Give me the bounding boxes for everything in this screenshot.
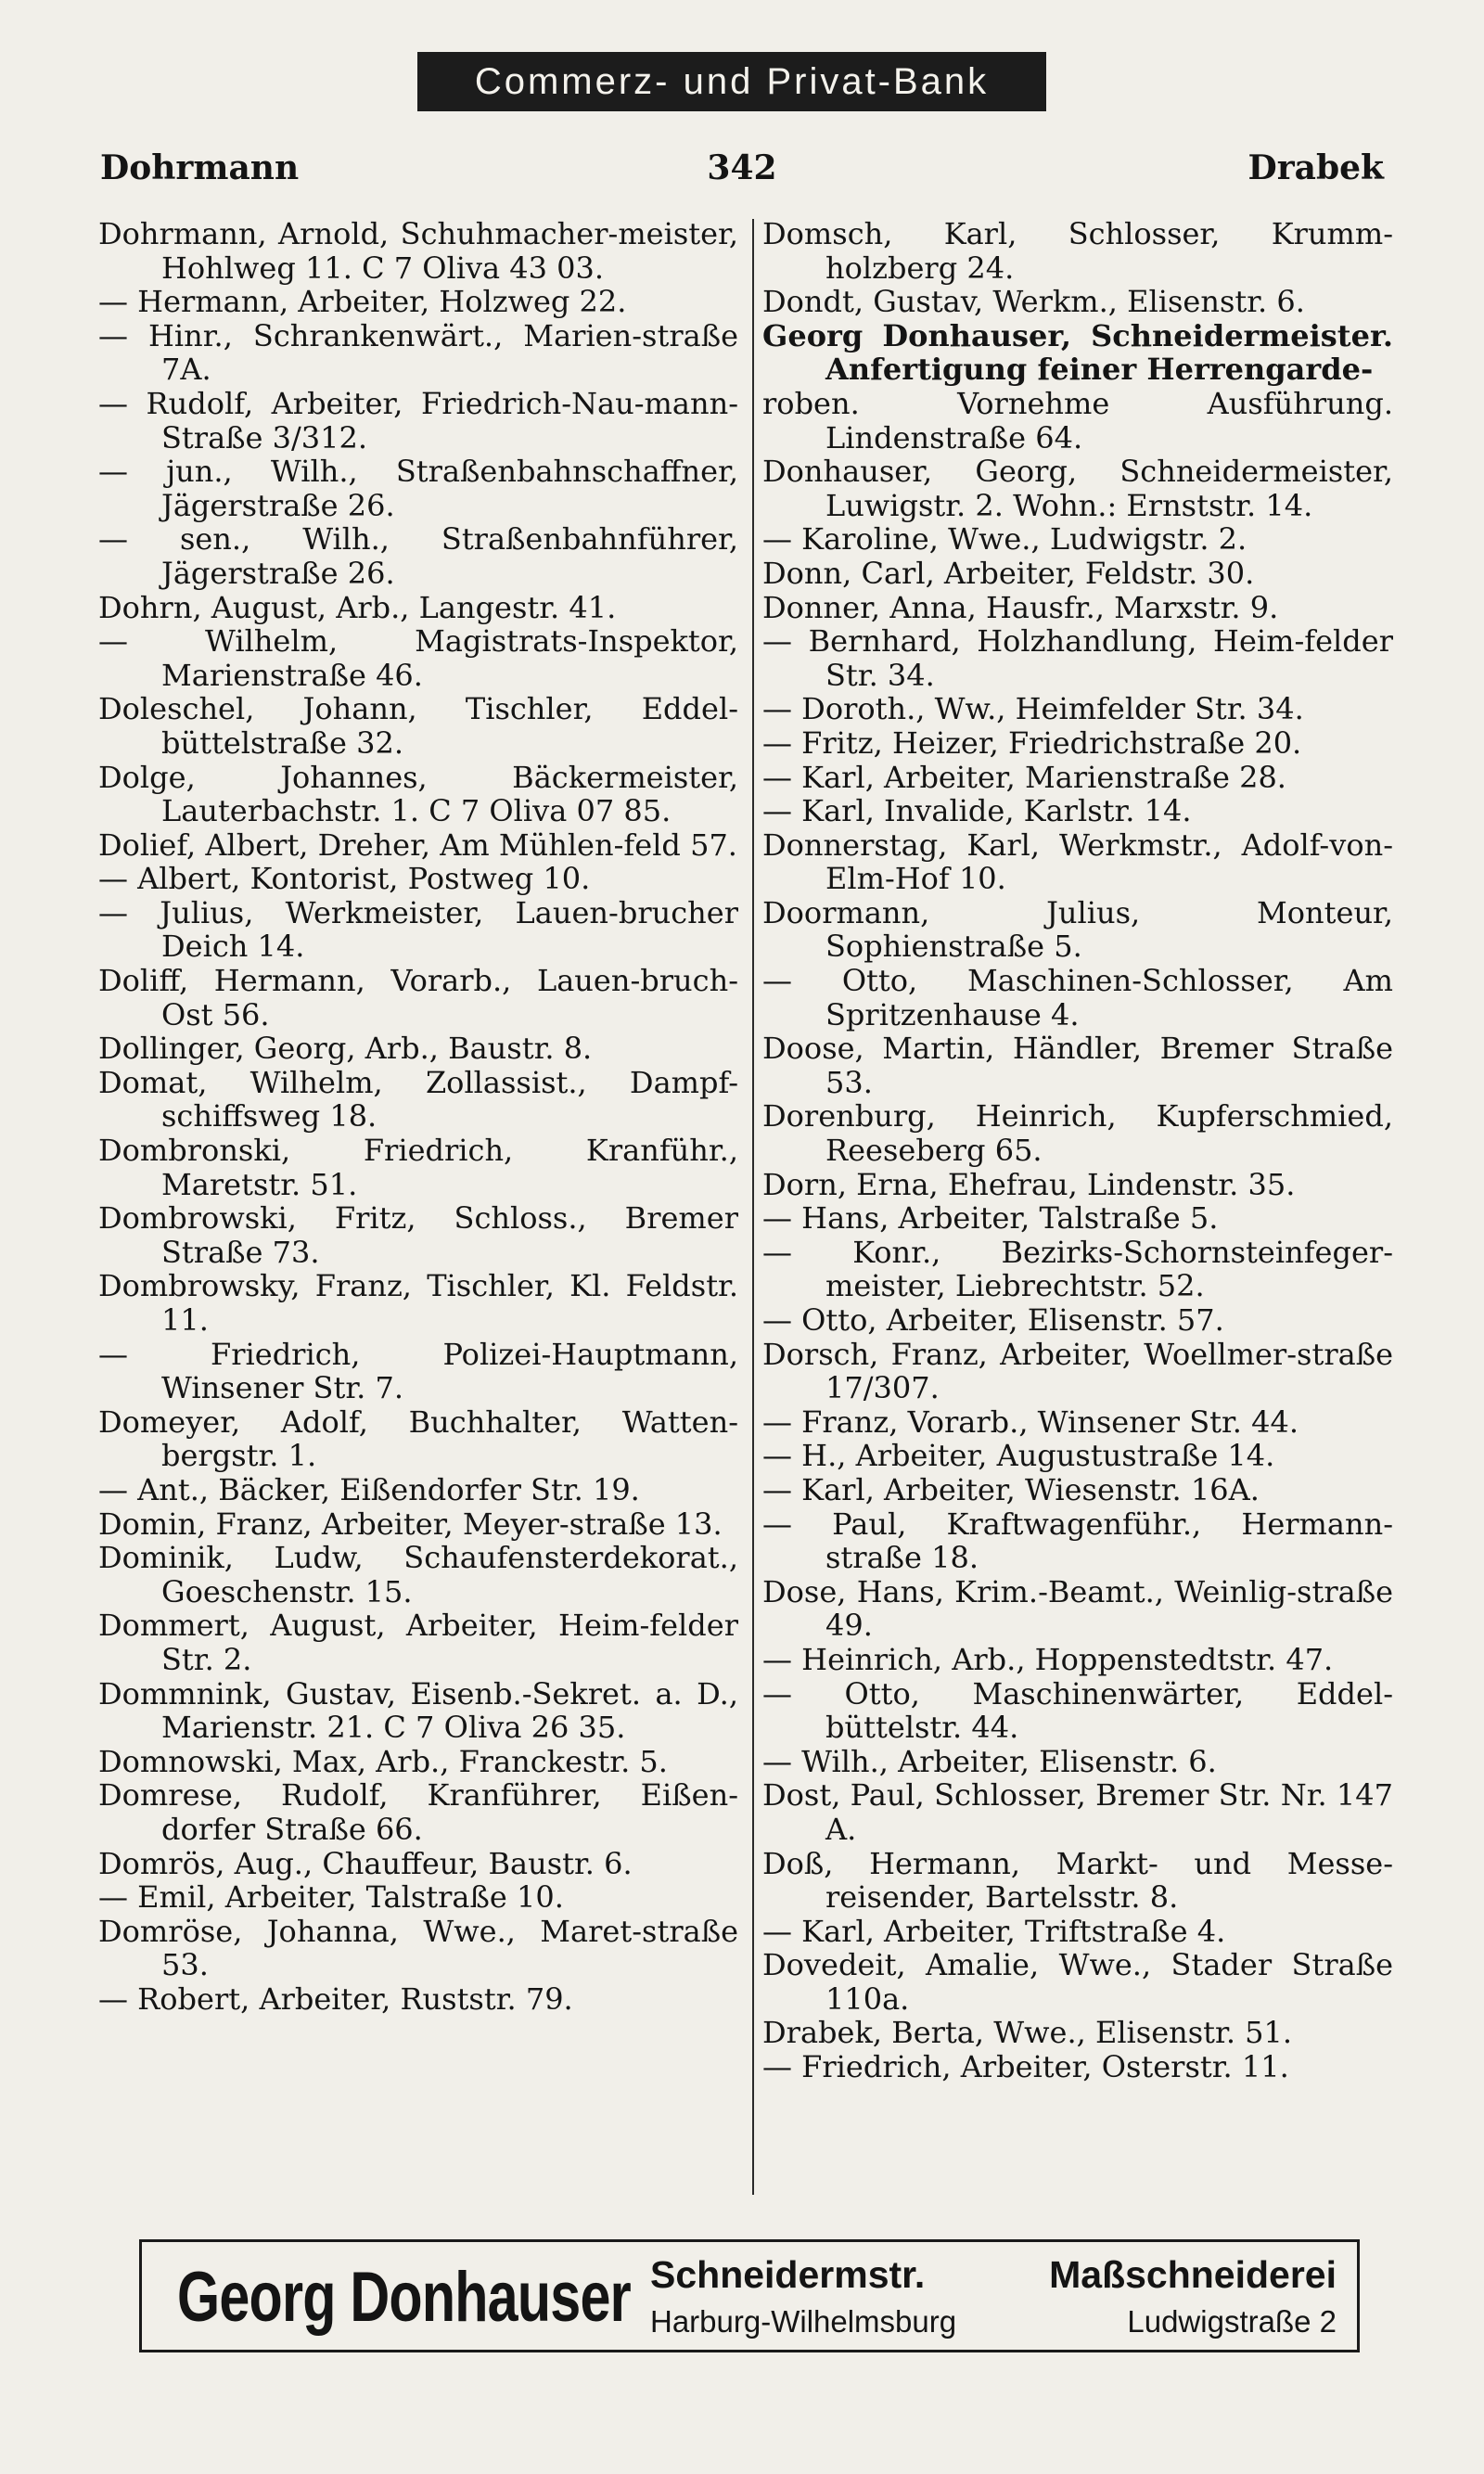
ad-profession: Schneidermstr.: [650, 2253, 926, 2296]
directory-entry: Domat, Wilhelm, Zollassist., Dampf-schiffsweg 18.: [98, 1064, 738, 1134]
ad-city: Harburg-Wilhelmsburg: [650, 2304, 957, 2339]
directory-entry: — Friedrich, Polizei-Hauptmann, Winsener Str. 7.: [98, 1336, 738, 1406]
directory-entry: Dombronski, Friedrich, Kranführ., Maretstr. 51.: [98, 1133, 738, 1202]
directory-entry: roben. Vornehme Ausführung. Lindenstraße 64.: [762, 385, 1393, 455]
directory-entry: Domröse, Johanna, Wwe., Maret-straße 53.: [98, 1913, 738, 1983]
directory-entry: — Karl, Invalide, Karlstr. 14.: [762, 793, 1192, 829]
directory-entry: — H., Arbeiter, Augustustraße 14.: [762, 1438, 1275, 1474]
directory-entry: — jun., Wilh., Straßenbahnschaffner, Jägerstraße 26.: [98, 454, 738, 523]
directory-entry: Domsch, Karl, Schlosser, Krumm-holzberg 24.: [762, 217, 1393, 286]
directory-entry: — Hans, Arbeiter, Talstraße 5.: [762, 1200, 1219, 1237]
directory-entry: — Fritz, Heizer, Friedrichstraße 20.: [762, 724, 1302, 761]
column-divider: [752, 219, 754, 2195]
directory-entry: — Hermann, Arbeiter, Holzweg 22.: [98, 284, 627, 320]
directory-entry: Domrese, Rudolf, Kranführer, Eißen-dorfer Straße 66.: [98, 1777, 738, 1847]
header-last-name: Drabek: [1247, 148, 1384, 187]
page-number: 342: [707, 148, 777, 187]
ad-street: Ludwigstraße 2: [1127, 2304, 1337, 2339]
directory-entry: Domin, Franz, Arbeiter, Meyer-straße 13.: [98, 1506, 723, 1542]
header-first-name: Dohrmann: [100, 148, 300, 187]
directory-entry: Georg Donhauser, Schneidermeister. Anfertigung feiner Herrengarde-: [762, 317, 1393, 388]
directory-entry: — Bernhard, Holzhandlung, Heim-felder Str. 34.: [762, 623, 1393, 693]
directory-entry: Doose, Martin, Händler, Bremer Straße 53.: [762, 1031, 1393, 1100]
directory-entry: Dondt, Gustav, Werkm., Elisenstr. 6.: [762, 284, 1305, 320]
directory-entry: — Julius, Werkmeister, Lauen-brucher Deich 14.: [98, 894, 738, 965]
directory-entry: — Karl, Arbeiter, Marienstraße 28.: [762, 759, 1286, 795]
page-header: [100, 148, 1384, 191]
directory-entry: — Otto, Arbeiter, Elisenstr. 57.: [762, 1302, 1224, 1338]
directory-entry: Doß, Hermann, Markt- und Messe-reisender, Bartelsstr. 8.: [762, 1845, 1393, 1916]
directory-entry: Dombrowski, Fritz, Schloss., Bremer Straße 73.: [98, 1200, 738, 1270]
directory-entry: Donnerstag, Karl, Werkmstr., Adolf-von-Elm-Hof 10.: [762, 827, 1393, 897]
directory-entry: Domnowski, Max, Arb., Franckestr. 5.: [98, 1743, 668, 1779]
directory-entry: Domrös, Aug., Chauffeur, Baustr. 6.: [98, 1845, 633, 1881]
directory-entry: — Karl, Arbeiter, Wiesenstr. 16A.: [762, 1471, 1260, 1507]
bank-banner: Commerz- und Privat-Bank: [417, 52, 1046, 111]
directory-entry: — Karoline, Wwe., Ludwigstr. 2.: [762, 521, 1247, 558]
directory-entry: — Rudolf, Arbeiter, Friedrich-Nau-mann-Straße 3/312.: [98, 385, 738, 455]
directory-entry: Dorsch, Franz, Arbeiter, Woellmer-straße 17/307.: [762, 1336, 1393, 1406]
directory-entry: Dommnink, Gustav, Eisenb.-Sekret. a. D., Marienstr. 21. C 7 Oliva 26 35.: [98, 1675, 738, 1746]
directory-entry: — Doroth., Ww., Heimfelder Str. 34.: [762, 691, 1304, 727]
directory-entry: Dolge, Johannes, Bäckermeister, Lauterbachstr. 1. C 7 Oliva 07 85.: [98, 759, 738, 829]
directory-entry: — Hinr., Schrankenwärt., Marien-straße 7A.: [98, 317, 738, 388]
directory-entry: — Wilh., Arbeiter, Elisenstr. 6.: [762, 1743, 1217, 1779]
directory-entry: Dohrn, August, Arb., Langestr. 41.: [98, 589, 617, 625]
directory-entry: Dorn, Erna, Ehefrau, Lindenstr. 35.: [762, 1166, 1296, 1202]
directory-entry: — Ant., Bäcker, Eißendorfer Str. 19.: [98, 1471, 640, 1507]
directory-entry: Dombrowsky, Franz, Tischler, Kl. Feldstr. 11.: [98, 1268, 738, 1338]
directory-entry: Doleschel, Johann, Tischler, Eddel-büttelstraße 32.: [98, 691, 738, 761]
directory-entry: — Konr., Bezirks-Schornsteinfeger-meister, Liebrechtstr. 52.: [762, 1234, 1393, 1304]
directory-entry: Dovedeit, Amalie, Wwe., Stader Straße 110a.: [762, 1947, 1393, 2017]
directory-entry: — Paul, Kraftwagenführ., Hermann-straße 18.: [762, 1506, 1393, 1576]
directory-entry: Dost, Paul, Schlosser, Bremer Str. Nr. 147 A.: [762, 1777, 1393, 1847]
ad-line-profession: [650, 2251, 1337, 2298]
ad-service: Maßschneiderei: [1049, 2253, 1337, 2296]
directory-entry: — Karl, Arbeiter, Triftstraße 4.: [762, 1913, 1226, 1949]
directory-entry: — Otto, Maschinen-Schlosser, Am Spritzenhause 4.: [762, 963, 1393, 1032]
directory-entry: — Robert, Arbeiter, Ruststr. 79.: [98, 1980, 573, 2017]
directory-entry: — Franz, Vorarb., Winsener Str. 44.: [762, 1404, 1299, 1440]
ad-line-address: [650, 2301, 1337, 2342]
directory-entry: — sen., Wilh., Straßenbahnführer, Jägerstraße 26.: [98, 521, 738, 591]
directory-entry: — Otto, Maschinenwärter, Eddel-büttelstr. 44.: [762, 1675, 1393, 1746]
directory-entry: Dollinger, Georg, Arb., Baustr. 8.: [98, 1031, 593, 1067]
directory-entry: — Emil, Arbeiter, Talstraße 10.: [98, 1879, 564, 1916]
directory-entry: Dommert, August, Arbeiter, Heim-felder Str. 2.: [98, 1608, 738, 1677]
directory-entry: Dominik, Ludw, Schaufensterdekorat., Goeschenstr. 15.: [98, 1540, 738, 1609]
directory-entry: Dolief, Albert, Dreher, Am Mühlen-feld 57.: [98, 827, 737, 863]
directory-entry: Donhauser, Georg, Schneidermeister, Luwigstr. 2. Wohn.: Ernststr. 14.: [762, 454, 1393, 523]
directory-entry: Dorenburg, Heinrich, Kupferschmied, Reeseberg 65.: [762, 1098, 1393, 1169]
directory-entry: Donn, Carl, Arbeiter, Feldstr. 30.: [762, 555, 1255, 591]
directory-entry: — Wilhelm, Magistrats-Inspektor, Marienstraße 46.: [98, 623, 738, 693]
directory-entry: Dohrmann, Arnold, Schuhmacher-meister, Hohlweg 11. C 7 Oliva 43 03.: [98, 217, 738, 286]
directory-entry: Domeyer, Adolf, Buchhalter, Watten-bergstr. 1.: [98, 1404, 738, 1474]
directory-entry: — Albert, Kontorist, Postweg 10.: [98, 861, 591, 897]
advertisement: [139, 2239, 1360, 2352]
directory-entry: — Friedrich, Arbeiter, Osterstr. 11.: [762, 2049, 1289, 2085]
directory-entry: — Heinrich, Arb., Hoppenstedtstr. 47.: [762, 1641, 1334, 1677]
directory-entry: Doliff, Hermann, Vorarb., Lauen-bruch-Ost 56.: [98, 963, 738, 1032]
right-column: [762, 217, 1393, 2119]
directory-entry: Dose, Hans, Krim.-Beamt., Weinlig-straße 49.: [762, 1573, 1393, 1644]
left-column: [98, 217, 738, 2119]
ad-business-name: Georg Donhauser: [177, 2258, 631, 2337]
directory-entry: Doormann, Julius, Monteur, Sophienstraße 5.: [762, 894, 1393, 965]
directory-entry: Drabek, Berta, Wwe., Elisenstr. 51.: [762, 2015, 1293, 2051]
directory-entry: Donner, Anna, Hausfr., Marxstr. 9.: [762, 589, 1279, 625]
